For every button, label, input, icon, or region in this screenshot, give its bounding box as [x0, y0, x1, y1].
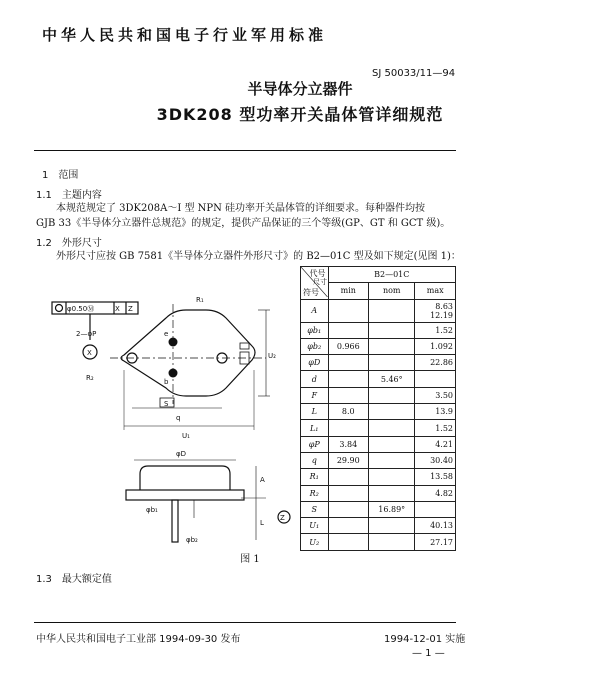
- row-nom: [369, 485, 415, 501]
- row-min: [328, 469, 369, 485]
- row-max: [415, 371, 456, 387]
- table-corner: [301, 267, 329, 300]
- row-max: [415, 299, 456, 322]
- footer-issuer: 中华人民共和国电子工业部 1994-09-30 发布: [36, 634, 241, 645]
- table-row: [301, 322, 456, 338]
- row-max: 4.82: [415, 485, 456, 501]
- table-row: [301, 338, 456, 354]
- table-row: [301, 534, 456, 550]
- row-nom: [369, 355, 415, 371]
- row-min: [328, 518, 369, 534]
- tol-frame-z: Z: [128, 305, 133, 313]
- row-sym: R₁: [301, 469, 329, 485]
- table-row: [301, 404, 456, 420]
- title-line-1: 半导体分立器件: [247, 80, 353, 98]
- standard-code: SJ 50033/11—94: [372, 68, 456, 79]
- pin-holes-label: 2—φP: [76, 330, 97, 338]
- row-nom: [369, 469, 415, 485]
- row-min: [328, 420, 369, 436]
- row-nom: [369, 436, 415, 452]
- table-row: [301, 501, 456, 517]
- s-label: S: [164, 400, 169, 408]
- tol-frame-x: X: [115, 305, 120, 313]
- section-1-heading: 1 范围: [42, 170, 79, 181]
- page-number: — 1 —: [412, 648, 445, 659]
- row-nom: [369, 338, 415, 354]
- table-type-header: B2—01C: [328, 267, 455, 283]
- row-max: 13.58: [415, 469, 456, 485]
- r1-label: R₁: [196, 296, 204, 304]
- l-label: L: [260, 519, 264, 527]
- org-header: 中华人民共和国电子行业军用标准: [42, 26, 328, 44]
- datum-z-label: Z: [280, 514, 285, 522]
- paragraph-2: 外形尺寸应按 GB 7581《半导体分立器件外形尺寸》的 B2—01C 型及如下规定(见图 1)：: [56, 251, 461, 262]
- row-sym: φD: [301, 355, 329, 371]
- phib2-label: φb₂: [186, 536, 198, 544]
- row-max: 1.092: [415, 338, 456, 354]
- row-min: [328, 534, 369, 550]
- e-label: e: [164, 330, 169, 338]
- row-max: 22.86: [415, 355, 456, 371]
- row-max-line2: 12.19: [430, 310, 453, 320]
- row-sym: φP: [301, 436, 329, 452]
- table-row: [301, 452, 456, 468]
- row-sym: φb₂: [301, 338, 329, 354]
- row-min: 8.0: [328, 404, 369, 420]
- row-sym: S: [301, 501, 329, 517]
- outline-drawing: [36, 280, 300, 550]
- col-nom: nom: [369, 283, 415, 299]
- row-min: [328, 371, 369, 387]
- table-row: [301, 371, 456, 387]
- row-max-line1: 8.63: [435, 301, 453, 311]
- row-min: [328, 501, 369, 517]
- phib1-label: φb₁: [146, 506, 158, 514]
- table-row: [301, 469, 456, 485]
- row-max: 30.40: [415, 452, 456, 468]
- q-label: q: [176, 414, 181, 422]
- row-max: 1.52: [415, 420, 456, 436]
- figure-caption: 图 1: [240, 554, 260, 565]
- datum-x-label: X: [87, 349, 92, 357]
- row-max: 4.21: [415, 436, 456, 452]
- row-sym: A: [301, 299, 329, 322]
- row-sym: L: [301, 404, 329, 420]
- row-max: 13.9: [415, 404, 456, 420]
- row-sym: L₁: [301, 420, 329, 436]
- table-row: [301, 387, 456, 403]
- row-sym: F: [301, 387, 329, 403]
- row-nom: [369, 452, 415, 468]
- dimension-table: [300, 266, 456, 551]
- row-min: [328, 387, 369, 403]
- row-nom: [369, 322, 415, 338]
- paragraph-1b: GJB 33《半导体分立器件总规范》的规定，提供产品保证的三个等级(GP、GT 和 GCT 级)。: [36, 218, 451, 229]
- table-row: [301, 436, 456, 452]
- paragraph-1a: 本规范规定了 3DK208A～I 型 NPN 硅功率开关晶体管的详细要求。每种器件均按: [56, 203, 426, 214]
- row-nom: [369, 534, 415, 550]
- u1-label: U₁: [182, 432, 190, 440]
- row-sym: U₁: [301, 518, 329, 534]
- corner-bottom: 符号: [303, 287, 319, 297]
- u2-label: U₂: [268, 352, 276, 360]
- col-max: max: [415, 283, 456, 299]
- row-sym: R₂: [301, 485, 329, 501]
- row-nom: [369, 299, 415, 322]
- row-max: 40.13: [415, 518, 456, 534]
- table-row: [301, 299, 456, 322]
- corner-top: 代号: [309, 269, 326, 278]
- section-1-3-heading: 1.3 最大额定值: [36, 574, 112, 585]
- row-nom: [369, 518, 415, 534]
- section-1-2-heading: 1.2 外形尺寸: [36, 238, 102, 249]
- row-nom: [369, 420, 415, 436]
- row-min: 3.84: [328, 436, 369, 452]
- row-nom: [369, 404, 415, 420]
- b-label: b: [164, 378, 169, 386]
- table-row: [301, 485, 456, 501]
- row-max: 3.50: [415, 387, 456, 403]
- phiD-label: φD: [176, 450, 187, 458]
- table-row: [301, 355, 456, 371]
- row-min: [328, 322, 369, 338]
- row-max: [415, 501, 456, 517]
- footer-rule: [34, 622, 456, 623]
- row-sym: U₂: [301, 534, 329, 550]
- header-rule: [34, 150, 456, 151]
- row-sym: q: [301, 452, 329, 468]
- row-sym: d: [301, 371, 329, 387]
- row-sym: φb₁: [301, 322, 329, 338]
- row-min: [328, 299, 369, 322]
- row-min: [328, 355, 369, 371]
- row-nom: 16.89°: [369, 501, 415, 517]
- footer-effective: 1994-12-01 实施: [384, 634, 466, 645]
- col-min: min: [328, 283, 369, 299]
- corner-mid: 尺寸: [313, 278, 327, 286]
- row-min: 29.90: [328, 452, 369, 468]
- title-line-2: 3DK208 型功率开关晶体管详细规范: [156, 105, 444, 124]
- r2-label: R₂: [86, 374, 94, 382]
- row-min: [328, 485, 369, 501]
- table-row: [301, 518, 456, 534]
- table-row: [301, 420, 456, 436]
- row-min: 0.966: [328, 338, 369, 354]
- row-nom: 5.46°: [369, 371, 415, 387]
- section-1-1-heading: 1.1 主题内容: [36, 190, 102, 201]
- a-label: A: [260, 476, 265, 484]
- row-max: 1.52: [415, 322, 456, 338]
- row-max: 27.17: [415, 534, 456, 550]
- tol-frame-value: φ0.50Ⓜ: [67, 305, 95, 313]
- row-nom: [369, 387, 415, 403]
